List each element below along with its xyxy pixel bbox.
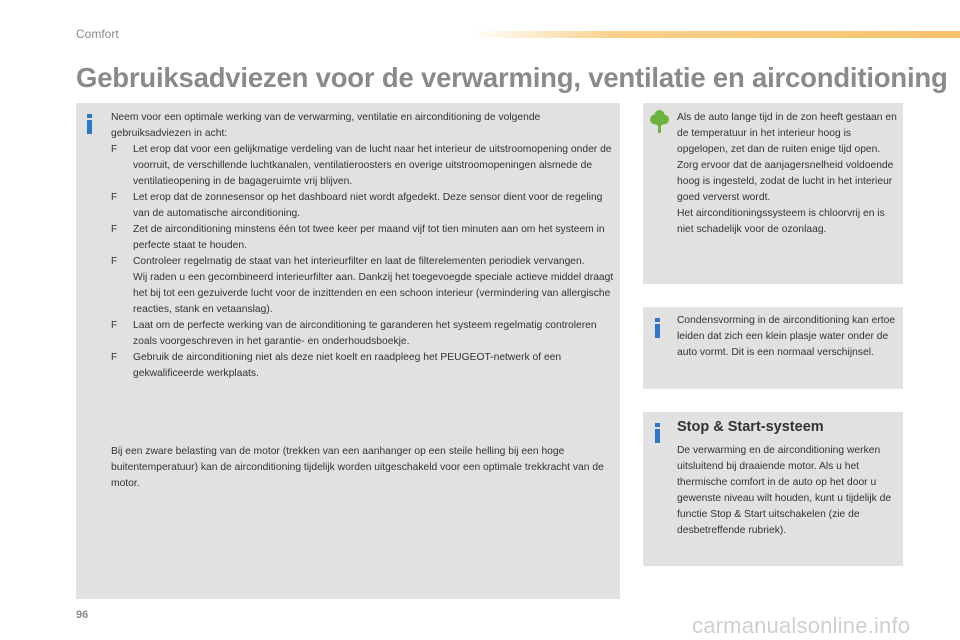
main-outro-text: Bij een zware belasting van de motor (trekken van een aanhanger op een steile helling bij een hoge buitentemperatuur) kan de airconditioning tijdelijk worden uitgeschakeld voor een optimale trekkracht van de motor. bbox=[111, 446, 604, 489]
eco-note-paragraph: Zorg ervoor dat de aanjagersnelheid voldoende hoog is ingesteld, zodat de lucht in het interieur goed ververst wordt. bbox=[677, 160, 894, 203]
list-item-text: Let erop dat de zonnesensor op het dashboard niet wordt afgedekt. Deze sensor dient voor de regeling van de automatische airconditioning. bbox=[133, 192, 603, 219]
list-item-text: Let erop dat voor een gelijkmatige verdeling van de lucht naar het interieur de uitstroomopening onder de voorruit, de verschillende luchtkanalen, ventilatieroosters en overige uitstroomopeningen alsmede de ventilatieopening in de bagageruimte vrij blijven. bbox=[133, 144, 612, 187]
section-label: Comfort bbox=[76, 27, 119, 41]
list-item bbox=[111, 254, 617, 318]
info-icon bbox=[655, 423, 660, 443]
eco-note-text bbox=[677, 110, 899, 238]
page-number: 96 bbox=[76, 609, 89, 621]
list-item-text: Laat om de perfecte werking van de airconditioning te garanderen het systeem regelmatig controleren zoals voorgeschreven in het garantie- en onderhoudsboekje. bbox=[133, 320, 597, 347]
list-item-extra-text: Wij raden u een gecombineerd interieurfilter aan. Dankzij het toegevoegde speciale actieve middel draagt het bij tot een gezuiverde lucht voor de inzittenden en een schoon interieur (vermindering van allergische reacties, stank en vetaanslag). bbox=[133, 272, 614, 315]
hand-pointer-icon: F bbox=[111, 192, 118, 203]
list-item bbox=[111, 190, 617, 222]
eco-note-paragraph: Het airconditioningssysteem is chloorvrij en is niet schadelijk voor de ozonlaag. bbox=[677, 208, 885, 235]
stop-start-text: De verwarming en de airconditioning werken uitsluitend bij draaiende motor. Als u het thermische comfort in de auto op het door u gewenste niveau wilt houden, kunt u tijdelijk de functie Stop & Start uitschakelen (zie de desbetreffende rubriek). bbox=[677, 445, 892, 536]
hand-pointer-icon: F bbox=[111, 256, 118, 267]
list-item bbox=[111, 222, 617, 254]
info-icon bbox=[655, 318, 660, 338]
list-item-text: Controleer regelmatig de staat van het interieurfilter en laat de filterelementen periodiek vervangen. bbox=[133, 256, 585, 267]
page-title: Gebruiksadviezen voor de verwarming, ventilatie en airconditioning bbox=[76, 62, 948, 93]
info-icon bbox=[87, 114, 92, 134]
hand-pointer-icon: F bbox=[111, 352, 118, 363]
list-item bbox=[111, 318, 617, 350]
condensation-note-text: Condensvorming in de airconditioning kan ertoe leiden dat zich een klein plasje water onder de auto vormt. Dit is een normaal verschijnsel. bbox=[677, 315, 896, 358]
hand-pointer-icon: F bbox=[111, 144, 118, 155]
eco-note-paragraph: Als de auto lange tijd in de zon heeft gestaan en de temperatuur in het interieur hoog is opgelopen, zet dan de ruiten enige tijd open. bbox=[677, 112, 897, 155]
list-item bbox=[111, 350, 617, 382]
watermark: carmanualsonline.info bbox=[692, 613, 911, 638]
main-intro-text: Neem voor een optimale werking van de verwarming, ventilatie en airconditioning de volgende gebruiksadviezen in acht: bbox=[111, 112, 541, 139]
list-item-text: Zet de airconditioning minstens één tot twee keer per maand vijf tot tien minuten aan om het systeem in perfecte staat te houden. bbox=[133, 224, 605, 251]
header-accent-bar bbox=[470, 31, 960, 38]
stop-start-heading: Stop & Start-systeem bbox=[677, 419, 824, 435]
hand-pointer-icon: F bbox=[111, 224, 118, 235]
tree-icon bbox=[650, 109, 669, 133]
advice-list bbox=[111, 142, 617, 382]
hand-pointer-icon: F bbox=[111, 320, 118, 331]
list-item bbox=[111, 142, 617, 190]
list-item-text: Gebruik de airconditioning niet als deze niet koelt en raadpleeg het PEUGEOT-netwerk of een gekwalificeerde werkplaats. bbox=[133, 352, 562, 379]
